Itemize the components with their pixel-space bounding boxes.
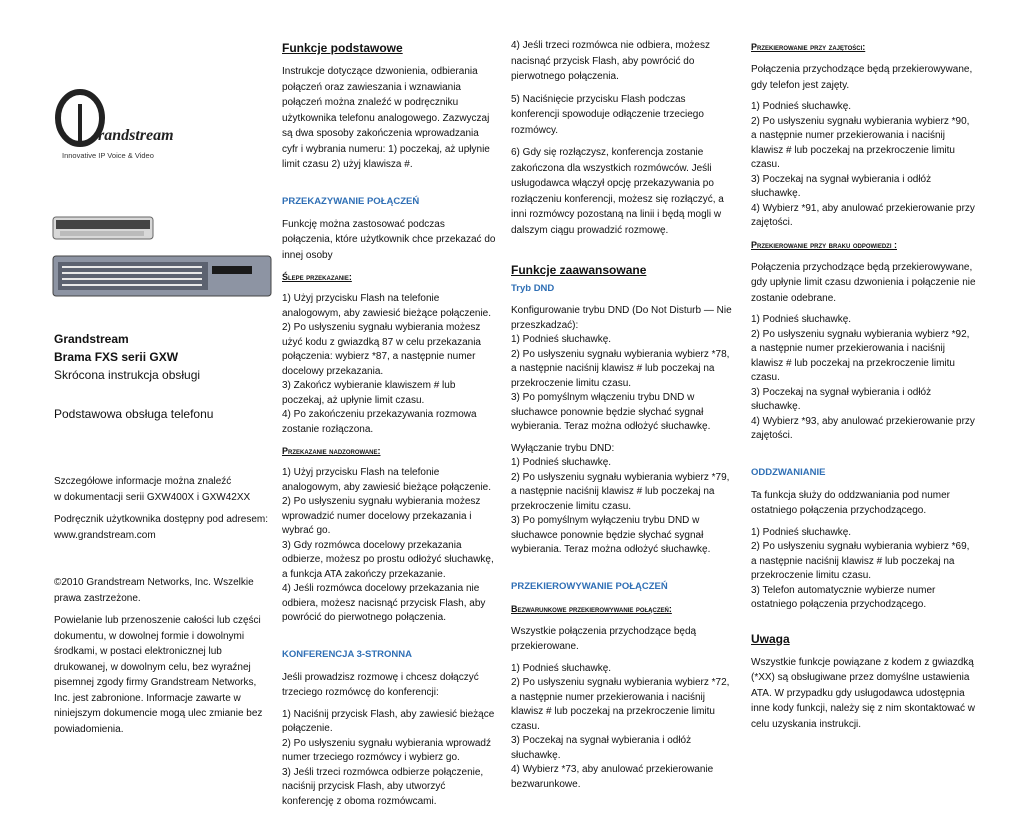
note-text: Wszystkie funkcje powiązane z kodem z gwiazdką (*XX) są obsługiwane przez domyślne ustawienia ATA. W przypadku gdy usługodawca udostępnia inne kody funkcji, należy się z nim skontaktować w celu uzyskania instrukcji. bbox=[751, 656, 975, 730]
gxw-small-device-image bbox=[52, 214, 156, 244]
busy-forward-heading: Przekierowanie przy zajętości: bbox=[751, 42, 866, 52]
basic-features-heading: Funkcje podstawowe bbox=[282, 41, 403, 55]
logo-tagline: Innovative IP Voice & Video bbox=[62, 151, 154, 160]
busy-forward-intro: Połączenia przychodzące będą przekierowywane, gdy telefon jest zajęty. bbox=[751, 64, 973, 91]
copyright: ©2010 Grandstream Networks, Inc. Wszelkie prawa zastrzeżone. bbox=[54, 577, 254, 604]
guide-title: Skrócona instrukcja obsługi bbox=[54, 368, 201, 382]
call-forward-heading: PRZEKIEROWYWANIE POŁĄCZEŃ bbox=[511, 580, 668, 592]
transfer-heading: PRZEKAZYWANIE POŁĄCZEŃ bbox=[282, 195, 420, 207]
documentation-info bbox=[54, 474, 269, 550]
no-answer-forward-text: 1) Podnieś słuchawkę. 2) Po usłyszeniu sygnału wybierania wybierz *92, a następnie numer przekierowania i naciśnij klawisz # lub poczekaj na przekroczenie limitu czasu. 3) Poczekaj na sygnał wybierania i odłóż słuchawkę. 4) Wybierz *93, aby anulować przekierowanie przy zajętości. bbox=[751, 314, 975, 441]
basic-features-intro: Instrukcje dotyczące dzwonienia, odbierania połączeń oraz zawieszania i wznawiania połączeń można znaleźć w podręczniku użytkownika telefonu analogowego. Zazwyczaj są dwa sposoby zakończenia wprowadzania cyfr i wybrania numeru: 1) poczekaj, aż upłynie limit czasu 2) użyj klawisza #. bbox=[282, 66, 490, 170]
unconditional-forward-heading: Bezwarunkowe przekierowywanie połączeń: bbox=[511, 603, 672, 614]
dnd-enable-text: Konfigurowanie trybu DND (Do Not Disturb — Nie przeszkadzać): 1) Podnieś słuchawkę. 2) Po usłyszeniu sygnału wybierania wybierz *78, a następnie naciśnij klawisz # lub poczekaj na przekroczenie limitu czasu. 3) Po pomyślnym włączeniu trybu DND w słuchawce ponownie będzie słychać sygnał wybierania. Teraz można odłożyć słuchawkę. bbox=[511, 305, 732, 432]
legal-info bbox=[54, 575, 269, 744]
redial-intro: Ta funkcja służy do oddzwaniania pod numer ostatniego połączenia przychodzącego. bbox=[751, 489, 951, 516]
unconditional-forward-intro: Wszystkie połączenia przychodzące będą przekierowane. bbox=[511, 625, 697, 652]
redial-heading: ODDZWANIANIE bbox=[751, 466, 826, 478]
column-advanced-features bbox=[511, 38, 736, 799]
product-title-block bbox=[54, 330, 269, 384]
attended-transfer-text: 1) Użyj przycisku Flash na telefonie analogowym, aby zawiesić bieżące połączenie. 2) Po usłyszeniu sygnału wybierania możesz wprowadzić numer docelowy przekazania i wybrać go. 3) Gdy rozmówca docelowy przekazania odbierze, możesz po prostu odłożyć słuchawkę, a funkcja ATA zakończy przekazanie. 4) Jeśli rozmówca docelowy przekazania nie odbiera, możesz nacisnąć przycisk Flash, aby powrócić do pierwotnego połączenia. bbox=[282, 467, 494, 623]
redial-text: 1) Podnieś słuchawkę. 2) Po usłyszeniu sygnału wybierania wybierz *69, a następnie naciśnij klawisz # lub poczekaj na przekroczenie limitu czasu. 3) Telefon automatycznie wybierze numer ostatniego połączenia przychodzącego. bbox=[751, 526, 970, 610]
info-manual-url: Podręcznik użytkownika dostępny pod adresem: www.grandstream.com bbox=[54, 514, 269, 541]
conference-heading: KONFERENCJA 3-STRONNA bbox=[282, 648, 413, 660]
column-forwarding bbox=[751, 40, 976, 739]
svg-text:randstream: randstream bbox=[98, 127, 174, 144]
unconditional-forward-text: 1) Podnieś słuchawkę. 2) Po usłyszeniu sygnału wybierania wybierz *72, a następnie numer przekierowania i naciśnij klawisz # lub poczekaj na przekroczenie limitu czasu. 3) Poczekaj na sygnał wybierania i odłóż słuchawkę. 4) Wybierz *73, aby anulować przekierowanie bezwarunkowe. bbox=[511, 662, 730, 790]
transfer-text: Funkcję można zastosować podczas połączenia, które użytkownik chce przekazać do innej osoby bbox=[282, 218, 496, 261]
brand-name: Grandstream bbox=[54, 332, 129, 346]
conference-step-4: 4) Jeśli trzeci rozmówca nie odbiera, możesz nacisnąć przycisk Flash, aby powrócić do pierwotnego połączenia. bbox=[511, 40, 710, 82]
product-name: Brama FXS serii GXW bbox=[54, 350, 179, 364]
no-answer-forward-intro: Połączenia przychodzące będą przekierowywane, gdy upłynie limit czasu dzwonienia i połączenie nie zostanie odebrane. bbox=[751, 261, 976, 304]
grandstream-logo bbox=[54, 86, 174, 166]
gxw-rack-device-image bbox=[52, 252, 272, 300]
dnd-heading: Tryb DND bbox=[511, 283, 555, 294]
note-heading: Uwaga bbox=[751, 631, 790, 646]
info-docs: Szczegółowe informacje można znaleźć w dokumentacji serii GXW400X i GXW42XX bbox=[54, 476, 251, 503]
advanced-features-heading: Funkcje zaawansowane bbox=[511, 263, 647, 277]
column-basic-features bbox=[282, 40, 497, 816]
legal-notice: Powielanie lub przenoszenie całości lub części dokumentu, w dowolnej formie i dowolnymi środkami, w postaci elektronicznej lub drukowanej, w dowolnym celu, bez wyraźnej pisemnej zgody firmy Grandstream Networks, Inc. jest zabronione. Informacje zawarte w niniejszym dokumencie mogą ulec zmianie bez powiadomienia. bbox=[54, 615, 263, 735]
basic-operation-title: Podstawowa obsługa telefonu bbox=[54, 407, 214, 421]
blind-transfer-heading: Ślepe przekazanie: bbox=[282, 272, 352, 282]
conference-intro: Jeśli prowadzisz rozmowę i chcesz dołączyć trzeciego rozmówcę do konferencji: bbox=[282, 671, 479, 698]
conference-step-5: 5) Naciśnięcie przycisku Flash podczas konferencji spowoduje odłączenie trzeciego rozmówcy. bbox=[511, 93, 704, 136]
attended-transfer-heading: Przekazanie nadzorowane: bbox=[282, 446, 381, 456]
no-answer-forward-heading: Przekierowanie przy braku odpowiedzi : bbox=[751, 239, 898, 250]
busy-forward-text: 1) Podnieś słuchawkę. 2) Po usłyszeniu sygnału wybierania wybierz *90, a następnie numer przekierowania i naciśnij klawisz # lub poczekaj na przekroczenie limitu czasu. 3) Poczekaj na sygnał wybierania i odłóż słuchawkę. 4) Wybierz *91, aby anulować przekierowanie przy zajętości. bbox=[751, 101, 975, 228]
dnd-disable-text: Wyłączanie trybu DND: 1) Podnieś słuchawkę. 2) Po usłyszeniu sygnału wybierania wybierz *79, a następnie naciśnij klawisz # lub poczekaj na przekroczenie limitu czasu. 3) Po pomyślnym wyłączeniu trybu DND w słuchawce ponownie będzie słychać sygnał wybierania. Teraz można odłożyć słuchawkę. bbox=[511, 442, 730, 555]
blind-transfer-text: 1) Użyj przycisku Flash na telefonie analogowym, aby zawiesić bieżące połączenie. 2) Po usłyszeniu sygnału wybierania możesz użyć kodu z gwiazdką 87 w celu przekazania połączenia: wybierz *87, a następnie numer docelowy przekazania. 3) Zakończ wybieranie klawiszem # lub poczekaj, aż upłynie limit czasu. 4) Po zakończeniu przekazywania rozmowa zostanie rozłączona. bbox=[282, 293, 492, 435]
conference-text: 1) Naciśnij przycisk Flash, aby zawiesić bieżące połączenie. 2) Po usłyszeniu sygnału wybierania wprowadź numer trzeciego rozmówcy i wybierz go. 3) Jeśli trzeci rozmówca odbierze połączenie, naciśnij przycisk Flash, aby utworzyć konferencję z oboma rozmówcami. bbox=[282, 708, 495, 807]
conference-step-6: 6) Gdy się rozłączysz, konferencja zostanie zakończona dla wszystkich rozmówców. Jeśli usługodawca włączył opcję przekazywania po rozłączeniu konferencji, możesz się rozłączyć, a inni rozmówcy pozostaną na linii i będą mogli w dalszym ciągu prowadzić rozmowę. bbox=[511, 147, 724, 236]
